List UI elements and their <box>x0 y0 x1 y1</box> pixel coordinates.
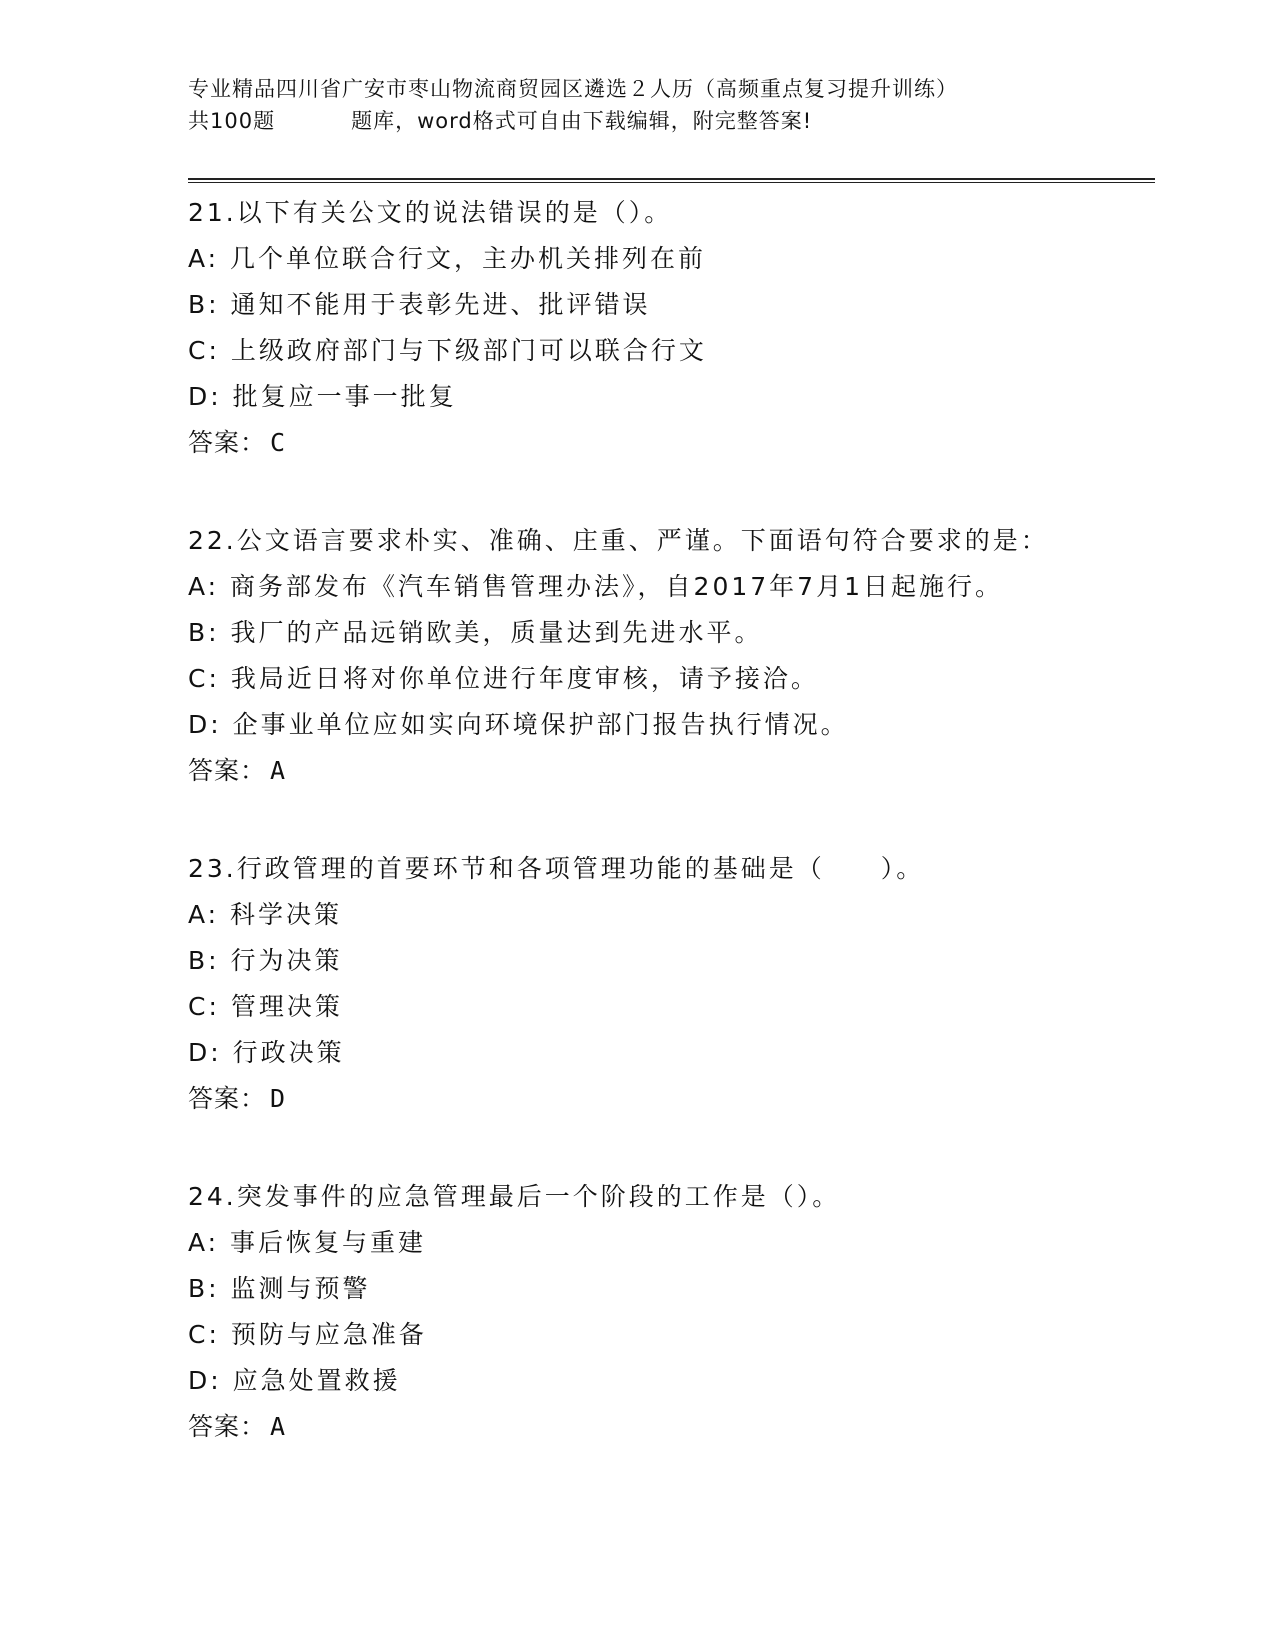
header-title-line: 专业精品四川省广安市枣山物流商贸园区遴选２人历（高频重点复习提升训练） <box>188 77 958 101</box>
question-24 <box>188 1174 1148 1450</box>
answer-line <box>188 1404 1148 1450</box>
option-a: A: 科学决策 <box>188 900 343 929</box>
option-a: A: 几个单位联合行文，主办机关排列在前 <box>188 244 707 273</box>
answer-value: C <box>270 428 287 457</box>
option-c: C: 预防与应急准备 <box>188 1320 427 1349</box>
answer-value: A <box>270 756 287 785</box>
answer-label: 答案： <box>188 428 267 457</box>
header-divider-thick <box>188 178 1155 180</box>
option-a: A: 事后恢复与重建 <box>188 1228 427 1257</box>
option-b: B: 监测与预警 <box>188 1274 371 1303</box>
question-stem: 22.公文语言要求朴实、准确、庄重、严谨。下面语句符合要求的是： <box>188 526 1049 555</box>
question-23 <box>188 846 1148 1122</box>
question-21 <box>188 190 1148 466</box>
download-note: 题库，word格式可自由下载编辑，附完整答案! <box>351 109 813 133</box>
question-stem: 21.以下有关公文的说法错误的是（）。 <box>188 198 673 227</box>
answer-line <box>188 1076 1148 1122</box>
option-d: D: 企事业单位应如实向环境保护部门报告执行情况。 <box>188 710 849 739</box>
document-header <box>188 73 1088 137</box>
answer-label: 答案： <box>188 1084 267 1113</box>
option-b: B: 我厂的产品远销欧美，质量达到先进水平。 <box>188 618 763 647</box>
header-subtitle-line <box>188 105 1088 137</box>
answer-line <box>188 420 1148 466</box>
question-22 <box>188 518 1148 794</box>
option-d: D: 应急处置救援 <box>188 1366 401 1395</box>
answer-line <box>188 748 1148 794</box>
option-d: D: 批复应一事一批复 <box>188 382 457 411</box>
question-stem: 23.行政管理的首要环节和各项管理功能的基础是（ ）。 <box>188 854 925 883</box>
option-c: C: 上级政府部门与下级部门可以联合行文 <box>188 336 707 365</box>
option-b: B: 通知不能用于表彰先进、批评错误 <box>188 290 651 319</box>
question-count: 共100题 <box>188 109 276 133</box>
answer-value: D <box>270 1084 287 1113</box>
question-stem: 24.突发事件的应急管理最后一个阶段的工作是（）。 <box>188 1182 841 1211</box>
option-d: D: 行政决策 <box>188 1038 345 1067</box>
option-a: A: 商务部发布《汽车销售管理办法》，自2017年7月1日起施行。 <box>188 572 1003 601</box>
answer-label: 答案： <box>188 1412 267 1441</box>
question-list <box>188 190 1148 1502</box>
answer-label: 答案： <box>188 756 267 785</box>
answer-value: A <box>270 1412 287 1441</box>
option-c: C: 我局近日将对你单位进行年度审核，请予接洽。 <box>188 664 819 693</box>
option-b: B: 行为决策 <box>188 946 343 975</box>
header-divider-thin <box>188 182 1155 183</box>
option-c: C: 管理决策 <box>188 992 343 1021</box>
